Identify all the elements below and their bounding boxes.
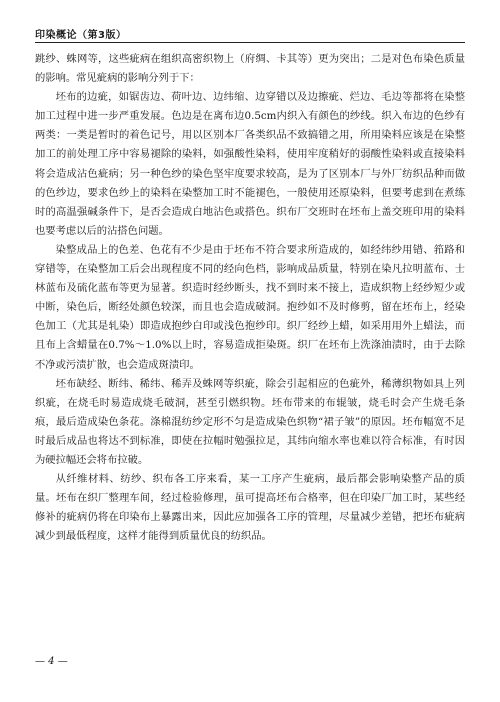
running-header: 印染概论（第3版） bbox=[35, 30, 127, 41]
header-rule bbox=[35, 42, 465, 43]
page-body bbox=[35, 50, 465, 546]
paragraph: 跳纱、蛛网等，这些疵病在组织高密织物上（府绸、卡其等）更为突出；二是对色布染色质量的影响。常见疵病的影响分列于下： bbox=[35, 53, 465, 85]
page-number: — 4 — bbox=[35, 656, 68, 667]
paragraph: 坯布缺经、断纬、稀纬、稀弄及蛛网等织疵，除会引起相应的色疵外，稀薄织物如具上列织疵，在烧毛时易造成烧毛破洞，甚至引燃织物。坯布带来的布辊皱，烧毛时会产生烧毛条痕，最后造成染色条花。涤棉混纺纱定形不匀是造成染色织物“裙子皱”的原因。坯布幅宽不足时最后成品也将达不到标准，即使在拉幅时勉强拉足，其纬向缩水率也难以符合标准，有时因为硬拉幅还会将布拉破。 bbox=[35, 377, 465, 466]
paragraph: 坯布的边疵，如锯齿边、荷叶边、边纬缩、边穿错以及边擦疵、烂边、毛边等都将在染整加工过程中进一步严重发展。色边是在离布边0.5cm内织入有颜色的纱线。织入布边的色纱有两类：一类是暂时的着色记号，用以区别本厂各类织品不致搞错之用，所用染料应该是在染整加工的前处理工序中容易褪除的染料，如强酸性染料，使用牢度稍好的弱酸性染料或直接染料将会造成沾色疵病；另一种色纱的染色坚牢度要求较高，是为了区别本厂与外厂纺织品种而做的色纱边，要求色纱上的染料在染整加工时不能褪色，一般使用还原染料，但要考虑到在煮练时的高温强碱条件下，是否会造成白地沾色或搭色。织布厂交班时在坯布上盖交班印用的染料也要考虑以后的沾搭色问题。 bbox=[35, 91, 465, 237]
paragraph: 从纤维材料、纺纱、织布各工序来看，某一工序产生疵病，最后都会影响染整产品的质量。坯布在织厂整理车间，经过检验修理，虽可提高坯布合格率，但在印染厂加工时，某些经修补的疵病仍将在印染布上暴露出来，因此应加强各工序的管理，尽量减少差错，把坯布疵病减少到最低程度，这样才能得到质量优良的纺织品。 bbox=[35, 473, 465, 543]
paragraph: 染整成品上的色差、色花有不少是由于坯布不符合要求所造成的，如经纬纱用错、筘路和穿错等，在染整加工后会出现程度不同的经向色档，影响成品质量，特别在染凡拉明蓝布、士林蓝布及硫化蓝布等更为显著。织造时经纱断头，找不到时来不接上，造成织物上经纱短少或中断，染色后，断经处颜色较深，而且也会造成破洞。抱纱如不及时修剪，留在坯布上，经染色加工（尤其是轧染）即造成抱纱白印或浅色抱纱印。织厂经纱上蜡，如采用用外上蜡法，而且布上含蜡量在0.7%～1.0%以上时，容易造成拒染斑。织厂在坯布上洗涤油渍时，由于去除不净或污渍扩散，也会造成斑渍印。 bbox=[35, 243, 465, 371]
